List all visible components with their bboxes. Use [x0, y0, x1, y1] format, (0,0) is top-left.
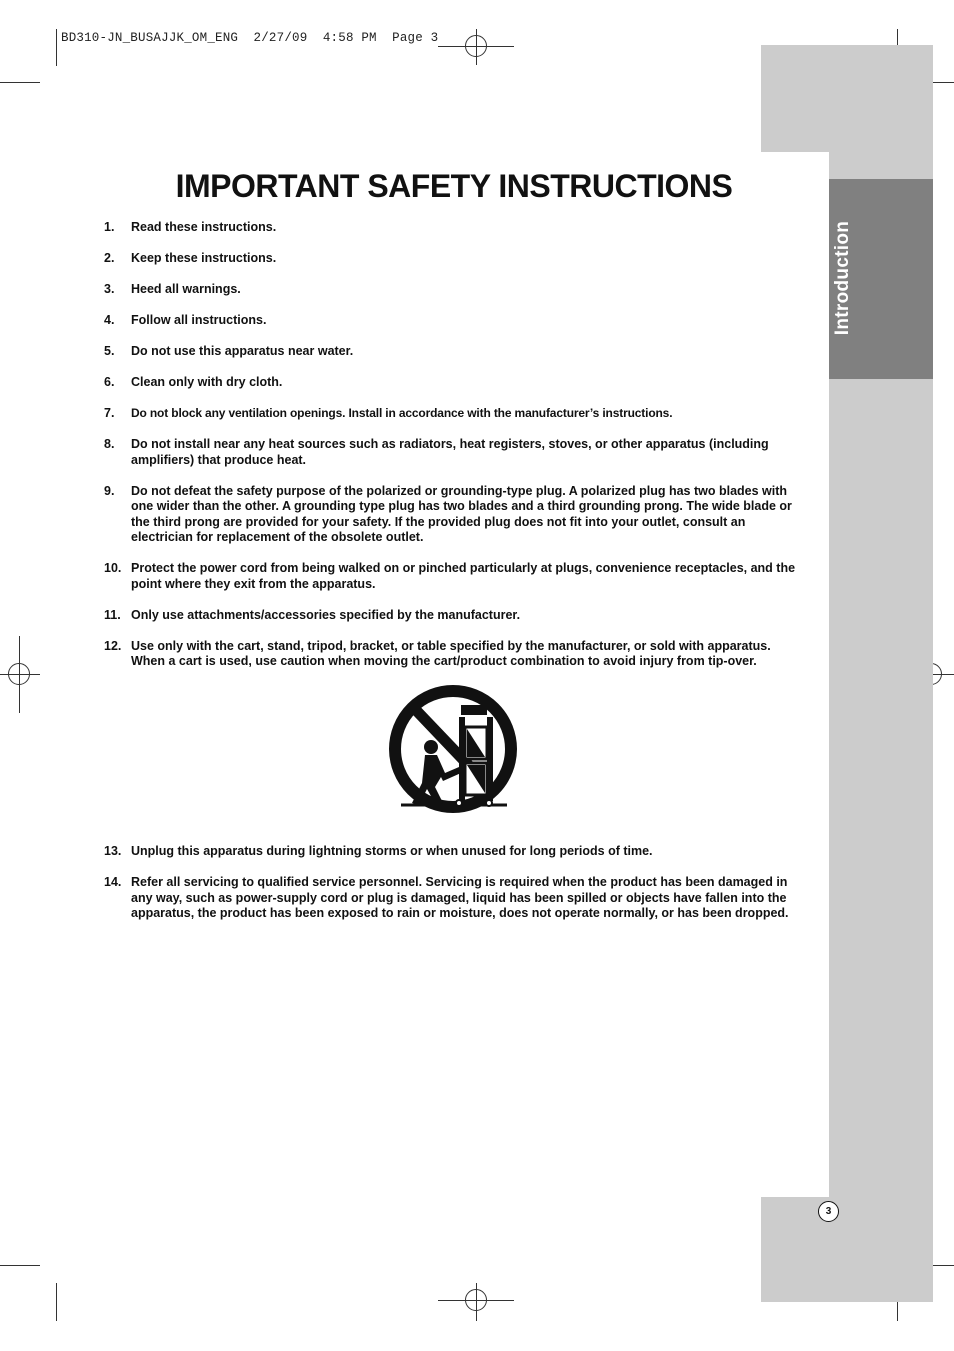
- list-item: [104, 282, 808, 298]
- list-item: [104, 313, 808, 329]
- item-text: Heed all warnings.: [131, 282, 241, 296]
- crop-mark: [0, 82, 40, 83]
- item-text: Clean only with dry cloth.: [131, 375, 283, 389]
- item-number: 5.: [104, 344, 115, 358]
- list-item: [104, 437, 808, 468]
- list-item: [104, 608, 808, 624]
- item-number: 6.: [104, 375, 115, 389]
- item-number: 14.: [104, 875, 122, 889]
- list-item: [104, 344, 808, 360]
- registration-mark: [465, 35, 487, 57]
- registration-mark: [465, 1289, 487, 1311]
- item-text: Use only with the cart, stand, tripod, bracket, or table specified by the manufacturer, or sold with apparatus. When a cart is used, use caution when moving the cart/product combination to avoid injury from tip-over.: [131, 638, 771, 668]
- registration-mark: [8, 663, 30, 685]
- item-text: Do not block any ventilation openings. Install in accordance with the manufacturer’s instructions.: [131, 406, 673, 420]
- item-number: 2.: [104, 251, 115, 265]
- print-slug-header: BD310-JN_BUSAJJK_OM_ENG 2/27/09 4:58 PM Page 3: [61, 31, 439, 45]
- item-number: 10.: [104, 561, 122, 575]
- list-item: [104, 639, 808, 670]
- item-text: Do not install near any heat sources such as radiators, heat registers, stoves, or other apparatus (including amplifiers) that produce heat.: [131, 437, 769, 467]
- item-text: Read these instructions.: [131, 220, 277, 234]
- list-item: [104, 875, 808, 922]
- item-number: 1.: [104, 220, 115, 234]
- item-text: Keep these instructions.: [131, 251, 277, 265]
- crop-mark: [0, 1265, 40, 1266]
- item-number: 9.: [104, 483, 115, 498]
- list-item: [104, 220, 808, 236]
- item-number: 3.: [104, 282, 115, 296]
- item-text: Protect the power cord from being walked on or pinched particularly at plugs, convenience receptacles, and the point where they exit from the apparatus.: [131, 561, 796, 591]
- list-item: [104, 484, 808, 546]
- item-text: Do not defeat the safety purpose of the polarized or grounding-type plug. A polarized plug has two blades with one wider than the other. A grounding type plug has two blades and a third grounding prong. The wide blade or the third prong are provided for your safety. If the provided plug does not fit into your outlet, consult an electrician for replacement of the obsolete outlet.: [131, 483, 792, 544]
- item-number: 11.: [104, 607, 121, 622]
- margin-band-bottom: [761, 1197, 933, 1302]
- list-item: [104, 251, 808, 267]
- page-number: 3: [818, 1201, 839, 1222]
- item-number: 4.: [104, 313, 115, 327]
- item-number: 13.: [104, 844, 122, 858]
- item-number: 8.: [104, 437, 115, 451]
- list-item: [104, 561, 808, 592]
- item-number: 12.: [104, 638, 122, 653]
- section-tab-label: Introduction: [832, 220, 853, 336]
- crop-mark: [56, 1283, 57, 1321]
- item-text: Only use attachments/accessories specified by the manufacturer.: [131, 607, 521, 622]
- item-text: Unplug this apparatus during lightning storms or when unused for long periods of time.: [131, 844, 653, 858]
- item-text: Follow all instructions.: [131, 313, 267, 327]
- cart-tip-over-warning-icon: [389, 685, 521, 815]
- cart-warning-figure: [104, 685, 808, 830]
- list-item: [104, 406, 808, 422]
- item-text: Refer all servicing to qualified service personnel. Servicing is required when the product has been damaged in any way, such as power-supply cord or plug is damaged, liquid has been spilled or objects have fallen into the apparatus, the product has been exposed to rain or moisture, does not operate normally, or has been dropped.: [131, 875, 789, 920]
- page-title: IMPORTANT SAFETY INSTRUCTIONS: [175, 168, 733, 204]
- item-text: Do not use this apparatus near water.: [131, 344, 354, 358]
- crop-mark: [56, 29, 57, 66]
- margin-band-top: [761, 45, 933, 152]
- safety-instruction-list: [104, 220, 808, 937]
- list-item: [104, 844, 808, 860]
- list-item: [104, 375, 808, 391]
- item-number: 7.: [104, 406, 115, 420]
